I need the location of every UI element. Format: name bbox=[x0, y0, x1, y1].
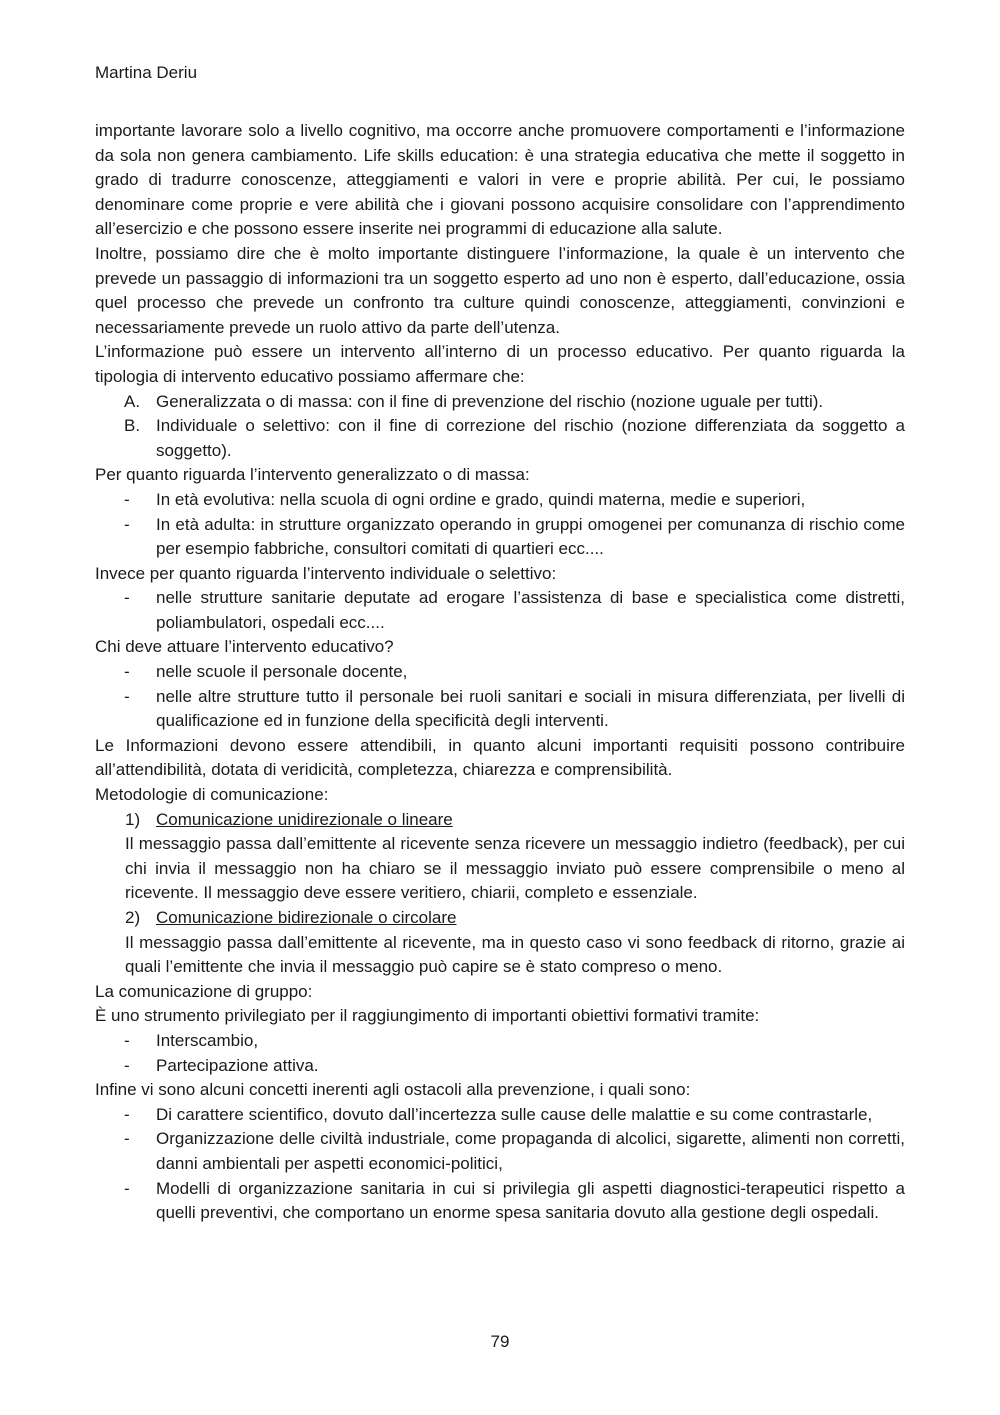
list-item-text: Modelli di organizzazione sanitaria in cui si privilegia gli aspetti diagnostici-terapeutici rispetto a quelli preventivi, che comportano un enorme spesa sanitaria dovuto alla gestione degli ospedali. bbox=[156, 1178, 905, 1223]
list-item bbox=[95, 685, 905, 734]
list-item-text: Individuale o selettivo: con il fine di correzione del rischio (nozione differenziata da soggetto a soggetto). bbox=[156, 416, 905, 460]
list-marker: - bbox=[124, 1129, 130, 1149]
list-group-communication bbox=[95, 1029, 905, 1078]
list-who-intervenes bbox=[95, 660, 905, 734]
running-header-author: Martina Deriu bbox=[95, 63, 198, 82]
list-marker: - bbox=[124, 1104, 130, 1124]
method-description: Il messaggio passa dall’emittente al ricevente senza ricevere un messaggio indietro (feedback), per cui chi invia il messaggio non ha chiaro se il messaggio inviato può essere comprensibile o meno al ricevente. Il messaggio deve essere veritiero, chiarii, completo e essenziale. bbox=[125, 834, 905, 903]
method-description: Il messaggio passa dall’emittente al ricevente, ma in questo caso vi sono feedback di ritorno, grazie ai quali l’emittente che invia il messaggio può capire se è stato compreso o meno. bbox=[125, 932, 905, 977]
list-individual-intervention bbox=[95, 586, 905, 635]
list-item bbox=[95, 513, 905, 562]
paragraph: Inoltre, possiamo dire che è molto importante distinguere l’informazione, la quale è un intervento che prevede un passaggio di informazioni tra un soggetto esperto ad uno non è esperto, dall’educazione, ossia quel processo che prevede un confronto tra culture quindi conoscenze, atteggiamenti, convinzioni e necessariamente prevede un ruolo attivo da parte dell’utenza. bbox=[95, 243, 905, 337]
page-body bbox=[95, 119, 905, 1226]
list-item bbox=[95, 1054, 905, 1079]
list-item bbox=[95, 390, 905, 415]
list-marker: 2) bbox=[125, 908, 141, 927]
paragraph: Metodologie di comunicazione: bbox=[95, 785, 329, 805]
paragraph: È uno strumento privilegiato per il raggiungimento di importanti obiettivi formativi tramite: bbox=[95, 1006, 760, 1026]
list-marker: - bbox=[124, 662, 130, 682]
page-number: 79 bbox=[490, 1332, 510, 1351]
method-heading bbox=[95, 808, 905, 833]
list-marker: B. bbox=[124, 416, 141, 436]
paragraph: Chi deve attuare l’intervento educativo? bbox=[95, 637, 394, 657]
list-marker: - bbox=[124, 1178, 130, 1198]
list-item-text: Organizzazione delle civiltà industriale, come propaganda di alcolici, sigarette, alimenti non corretti, danni ambientali per aspetti economici-politici, bbox=[156, 1129, 905, 1173]
list-item-text: Interscambio, bbox=[156, 1030, 259, 1050]
list-item-text: nelle scuole il personale docente, bbox=[156, 662, 408, 682]
list-item bbox=[95, 660, 905, 685]
list-marker: - bbox=[124, 1055, 130, 1075]
list-item bbox=[95, 1103, 905, 1128]
paragraph: importante lavorare solo a livello cognitivo, ma occorre anche promuovere comportamenti e l’informazione da sola non genera cambiamento. Life skills education: è una strategia educativa che mette il soggetto in grado di tradurre conoscenze, atteggiamenti e valori in vere e proprie abilità. Per cui, le possiamo denominare come proprie e vere abilità che i giovani possono acquisire consolidare con l’apprendimento all’esercizio e che possono essere inserite nei programmi di educazione alla salute. bbox=[95, 121, 905, 239]
list-item bbox=[95, 1127, 905, 1176]
list-item bbox=[95, 1177, 905, 1226]
list-marker: - bbox=[124, 686, 130, 706]
list-intervention-types bbox=[95, 390, 905, 464]
list-marker: 1) bbox=[125, 809, 141, 829]
paragraph: Per quanto riguarda l’intervento generalizzato o di massa: bbox=[95, 465, 530, 485]
paragraph: Le Informazioni devono essere attendibili, in quanto alcuni importanti requisiti possono contribuire all’attendibilità, dotata di veridicità, completezza, chiarezza e comprensibilità. bbox=[95, 735, 905, 780]
list-marker: - bbox=[124, 588, 130, 608]
list-item-text: In età evolutiva: nella scuola di ogni ordine e grado, quindi materna, medie e superiori, bbox=[156, 489, 806, 509]
list-item-text: Partecipazione attiva. bbox=[156, 1055, 319, 1075]
list-item-text: Di carattere scientifico, dovuto dall’incertezza sulle cause delle malattie e su come contrastarle, bbox=[156, 1104, 873, 1124]
paragraph: L’informazione può essere un intervento all’interno di un processo educativo. Per quanto riguarda la tipologia di intervento educativo possiamo affermare che: bbox=[95, 342, 905, 386]
list-item-text: In età adulta: in strutture organizzato operando in gruppi omogenei per comunanza di rischio come per esempio fabbriche, consultori comitati di quartieri ecc.... bbox=[156, 514, 905, 559]
list-marker: - bbox=[124, 1030, 130, 1050]
paragraph: La comunicazione di gruppo: bbox=[95, 981, 313, 1001]
method-title: Comunicazione unidirezionale o lineare bbox=[156, 809, 453, 829]
method-title: Comunicazione bidirezionale o circolare bbox=[156, 908, 457, 927]
list-marker: A. bbox=[124, 391, 141, 411]
list-marker: - bbox=[124, 514, 130, 534]
list-generalized-intervention bbox=[95, 488, 905, 562]
list-item bbox=[95, 586, 905, 635]
list-item-text: nelle altre strutture tutto il personale bei ruoli sanitari e sociali in misura differenziata, per livelli di qualificazione ed in funzione della specificità degli interventi. bbox=[156, 686, 905, 731]
paragraph: Invece per quanto riguarda l’intervento individuale o selettivo: bbox=[95, 563, 557, 583]
list-prevention-obstacles bbox=[95, 1103, 905, 1226]
list-item bbox=[95, 414, 905, 463]
list-item-text: Generalizzata o di massa: con il fine di prevenzione del rischio (nozione uguale per tutti). bbox=[156, 391, 824, 411]
list-item-text: nelle strutture sanitarie deputate ad erogare l’assistenza di base e specialistica come distretti, poliambulatori, ospedali ecc.... bbox=[156, 588, 905, 632]
list-item bbox=[95, 1029, 905, 1054]
list-marker: - bbox=[124, 489, 130, 509]
paragraph: Infine vi sono alcuni concetti inerenti agli ostacoli alla prevenzione, i quali sono: bbox=[95, 1080, 691, 1100]
list-item bbox=[95, 488, 905, 513]
method-heading bbox=[95, 906, 905, 931]
